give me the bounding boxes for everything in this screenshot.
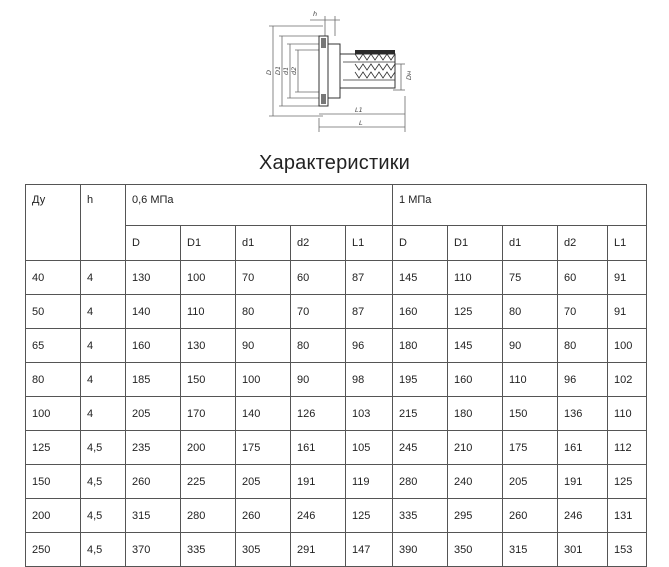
table-row: [26, 431, 647, 465]
table-cell: 75: [503, 261, 558, 295]
table-cell: 305: [236, 533, 291, 567]
table-cell: 215: [393, 397, 448, 431]
table-cell: 80: [558, 329, 608, 363]
characteristics-table: [25, 184, 647, 567]
table-cell: 136: [558, 397, 608, 431]
table-header-row: [26, 185, 647, 226]
table-cell: 100: [181, 261, 236, 295]
table-cell: 50: [26, 295, 81, 329]
table-cell: 125: [608, 465, 647, 499]
table-cell: 90: [236, 329, 291, 363]
table-cell: 225: [181, 465, 236, 499]
table-cell: 205: [503, 465, 558, 499]
header-group-0-6mpa: 0,6 МПа: [126, 185, 393, 226]
table-cell: 4: [81, 329, 126, 363]
table-cell: 170: [181, 397, 236, 431]
table-cell: 126: [291, 397, 346, 431]
header-group-1mpa: 1 МПа: [393, 185, 647, 226]
subheader-cell: D1: [448, 226, 503, 261]
table-cell: 200: [181, 431, 236, 465]
table-cell: 4,5: [81, 533, 126, 567]
table-cell: 191: [558, 465, 608, 499]
table-cell: 90: [503, 329, 558, 363]
table-cell: 125: [26, 431, 81, 465]
table-cell: 96: [346, 329, 393, 363]
table-cell: 105: [346, 431, 393, 465]
table-cell: 205: [236, 465, 291, 499]
table-cell: 4: [81, 295, 126, 329]
table-cell: 103: [346, 397, 393, 431]
table-cell: 315: [503, 533, 558, 567]
subheader-cell: d1: [503, 226, 558, 261]
table-row: [26, 499, 647, 533]
dim-label-d1: d1: [282, 66, 290, 75]
table-cell: 161: [558, 431, 608, 465]
table-cell: 145: [393, 261, 448, 295]
table-cell: 4: [81, 261, 126, 295]
table-cell: 112: [608, 431, 647, 465]
table-cell: 4,5: [81, 465, 126, 499]
page-title: Характеристики: [258, 152, 411, 174]
table-row: [26, 533, 647, 567]
table-cell: 100: [26, 397, 81, 431]
table-cell: 90: [291, 363, 346, 397]
table-cell: 246: [558, 499, 608, 533]
dim-label-L: L: [359, 119, 363, 127]
table-cell: 160: [448, 363, 503, 397]
table-row: [26, 363, 647, 397]
table-cell: 80: [291, 329, 346, 363]
table-cell: 291: [291, 533, 346, 567]
table-cell: 315: [126, 499, 181, 533]
table-cell: 161: [291, 431, 346, 465]
table-cell: 200: [26, 499, 81, 533]
table-cell: 70: [558, 295, 608, 329]
dim-label-h: h: [313, 10, 318, 18]
subheader-cell: d1: [236, 226, 291, 261]
table-cell: 246: [291, 499, 346, 533]
table-cell: 4,5: [81, 499, 126, 533]
table-cell: 301: [558, 533, 608, 567]
table-cell: 98: [346, 363, 393, 397]
table-cell: 153: [608, 533, 647, 567]
table-cell: 4,5: [81, 431, 126, 465]
table-cell: 131: [608, 499, 647, 533]
table-cell: 4: [81, 397, 126, 431]
table-cell: 65: [26, 329, 81, 363]
subheader-cell: d2: [558, 226, 608, 261]
table-cell: 110: [181, 295, 236, 329]
table-cell: 205: [126, 397, 181, 431]
subheader-cell: L1: [346, 226, 393, 261]
table-cell: 125: [346, 499, 393, 533]
table-cell: 140: [126, 295, 181, 329]
table-cell: 240: [448, 465, 503, 499]
header-h: h: [81, 185, 126, 261]
table-cell: 60: [558, 261, 608, 295]
table-cell: 87: [346, 295, 393, 329]
table-cell: 260: [126, 465, 181, 499]
table-cell: 147: [346, 533, 393, 567]
table-cell: 4: [81, 363, 126, 397]
table-cell: 102: [608, 363, 647, 397]
table-row: [26, 261, 647, 295]
subheader-cell: L1: [608, 226, 647, 261]
table-cell: 91: [608, 261, 647, 295]
table-cell: 130: [126, 261, 181, 295]
table-cell: 175: [503, 431, 558, 465]
table-cell: 150: [181, 363, 236, 397]
table-cell: 40: [26, 261, 81, 295]
table-cell: 150: [26, 465, 81, 499]
table-cell: 130: [181, 329, 236, 363]
table-cell: 260: [503, 499, 558, 533]
table-cell: 180: [393, 329, 448, 363]
table-row: [26, 329, 647, 363]
table-cell: 110: [503, 363, 558, 397]
table-cell: 80: [503, 295, 558, 329]
table-cell: 370: [126, 533, 181, 567]
table-cell: 245: [393, 431, 448, 465]
dim-label-d2: d2: [290, 66, 298, 75]
table-cell: 280: [181, 499, 236, 533]
table-cell: 100: [236, 363, 291, 397]
subheader-cell: D1: [181, 226, 236, 261]
header-dy: Ду: [26, 185, 81, 261]
dim-label-L1: L1: [355, 106, 363, 114]
table-cell: 295: [448, 499, 503, 533]
subheader-cell: d2: [291, 226, 346, 261]
table-body: [26, 261, 647, 567]
subheader-cell: D: [126, 226, 181, 261]
table-row: [26, 295, 647, 329]
table-cell: 96: [558, 363, 608, 397]
table-cell: 210: [448, 431, 503, 465]
table-cell: 119: [346, 465, 393, 499]
table-cell: 87: [346, 261, 393, 295]
dim-label-D1: D1: [274, 65, 282, 75]
dim-label-D: D: [265, 69, 273, 75]
table-cell: 110: [448, 261, 503, 295]
table-cell: 235: [126, 431, 181, 465]
table-cell: 335: [181, 533, 236, 567]
table-cell: 185: [126, 363, 181, 397]
subheader-cell: D: [393, 226, 448, 261]
table-cell: 390: [393, 533, 448, 567]
table-cell: 110: [608, 397, 647, 431]
table-cell: 80: [26, 363, 81, 397]
table-cell: 160: [126, 329, 181, 363]
table-cell: 125: [448, 295, 503, 329]
table-cell: 80: [236, 295, 291, 329]
table-cell: 140: [236, 397, 291, 431]
table-cell: 70: [236, 261, 291, 295]
table-cell: 250: [26, 533, 81, 567]
table-cell: 160: [393, 295, 448, 329]
dim-label-Dn: Dн: [405, 70, 413, 80]
table-cell: 150: [503, 397, 558, 431]
flange-technical-drawing: [255, 6, 425, 134]
table-cell: 191: [291, 465, 346, 499]
table-cell: 60: [291, 261, 346, 295]
table-row: [26, 397, 647, 431]
table-cell: 100: [608, 329, 647, 363]
table-cell: 195: [393, 363, 448, 397]
table-cell: 91: [608, 295, 647, 329]
table-cell: 280: [393, 465, 448, 499]
table-cell: 70: [291, 295, 346, 329]
table-cell: 145: [448, 329, 503, 363]
table-cell: 260: [236, 499, 291, 533]
table-cell: 350: [448, 533, 503, 567]
table-cell: 175: [236, 431, 291, 465]
table-row: [26, 465, 647, 499]
table-cell: 335: [393, 499, 448, 533]
table-cell: 180: [448, 397, 503, 431]
